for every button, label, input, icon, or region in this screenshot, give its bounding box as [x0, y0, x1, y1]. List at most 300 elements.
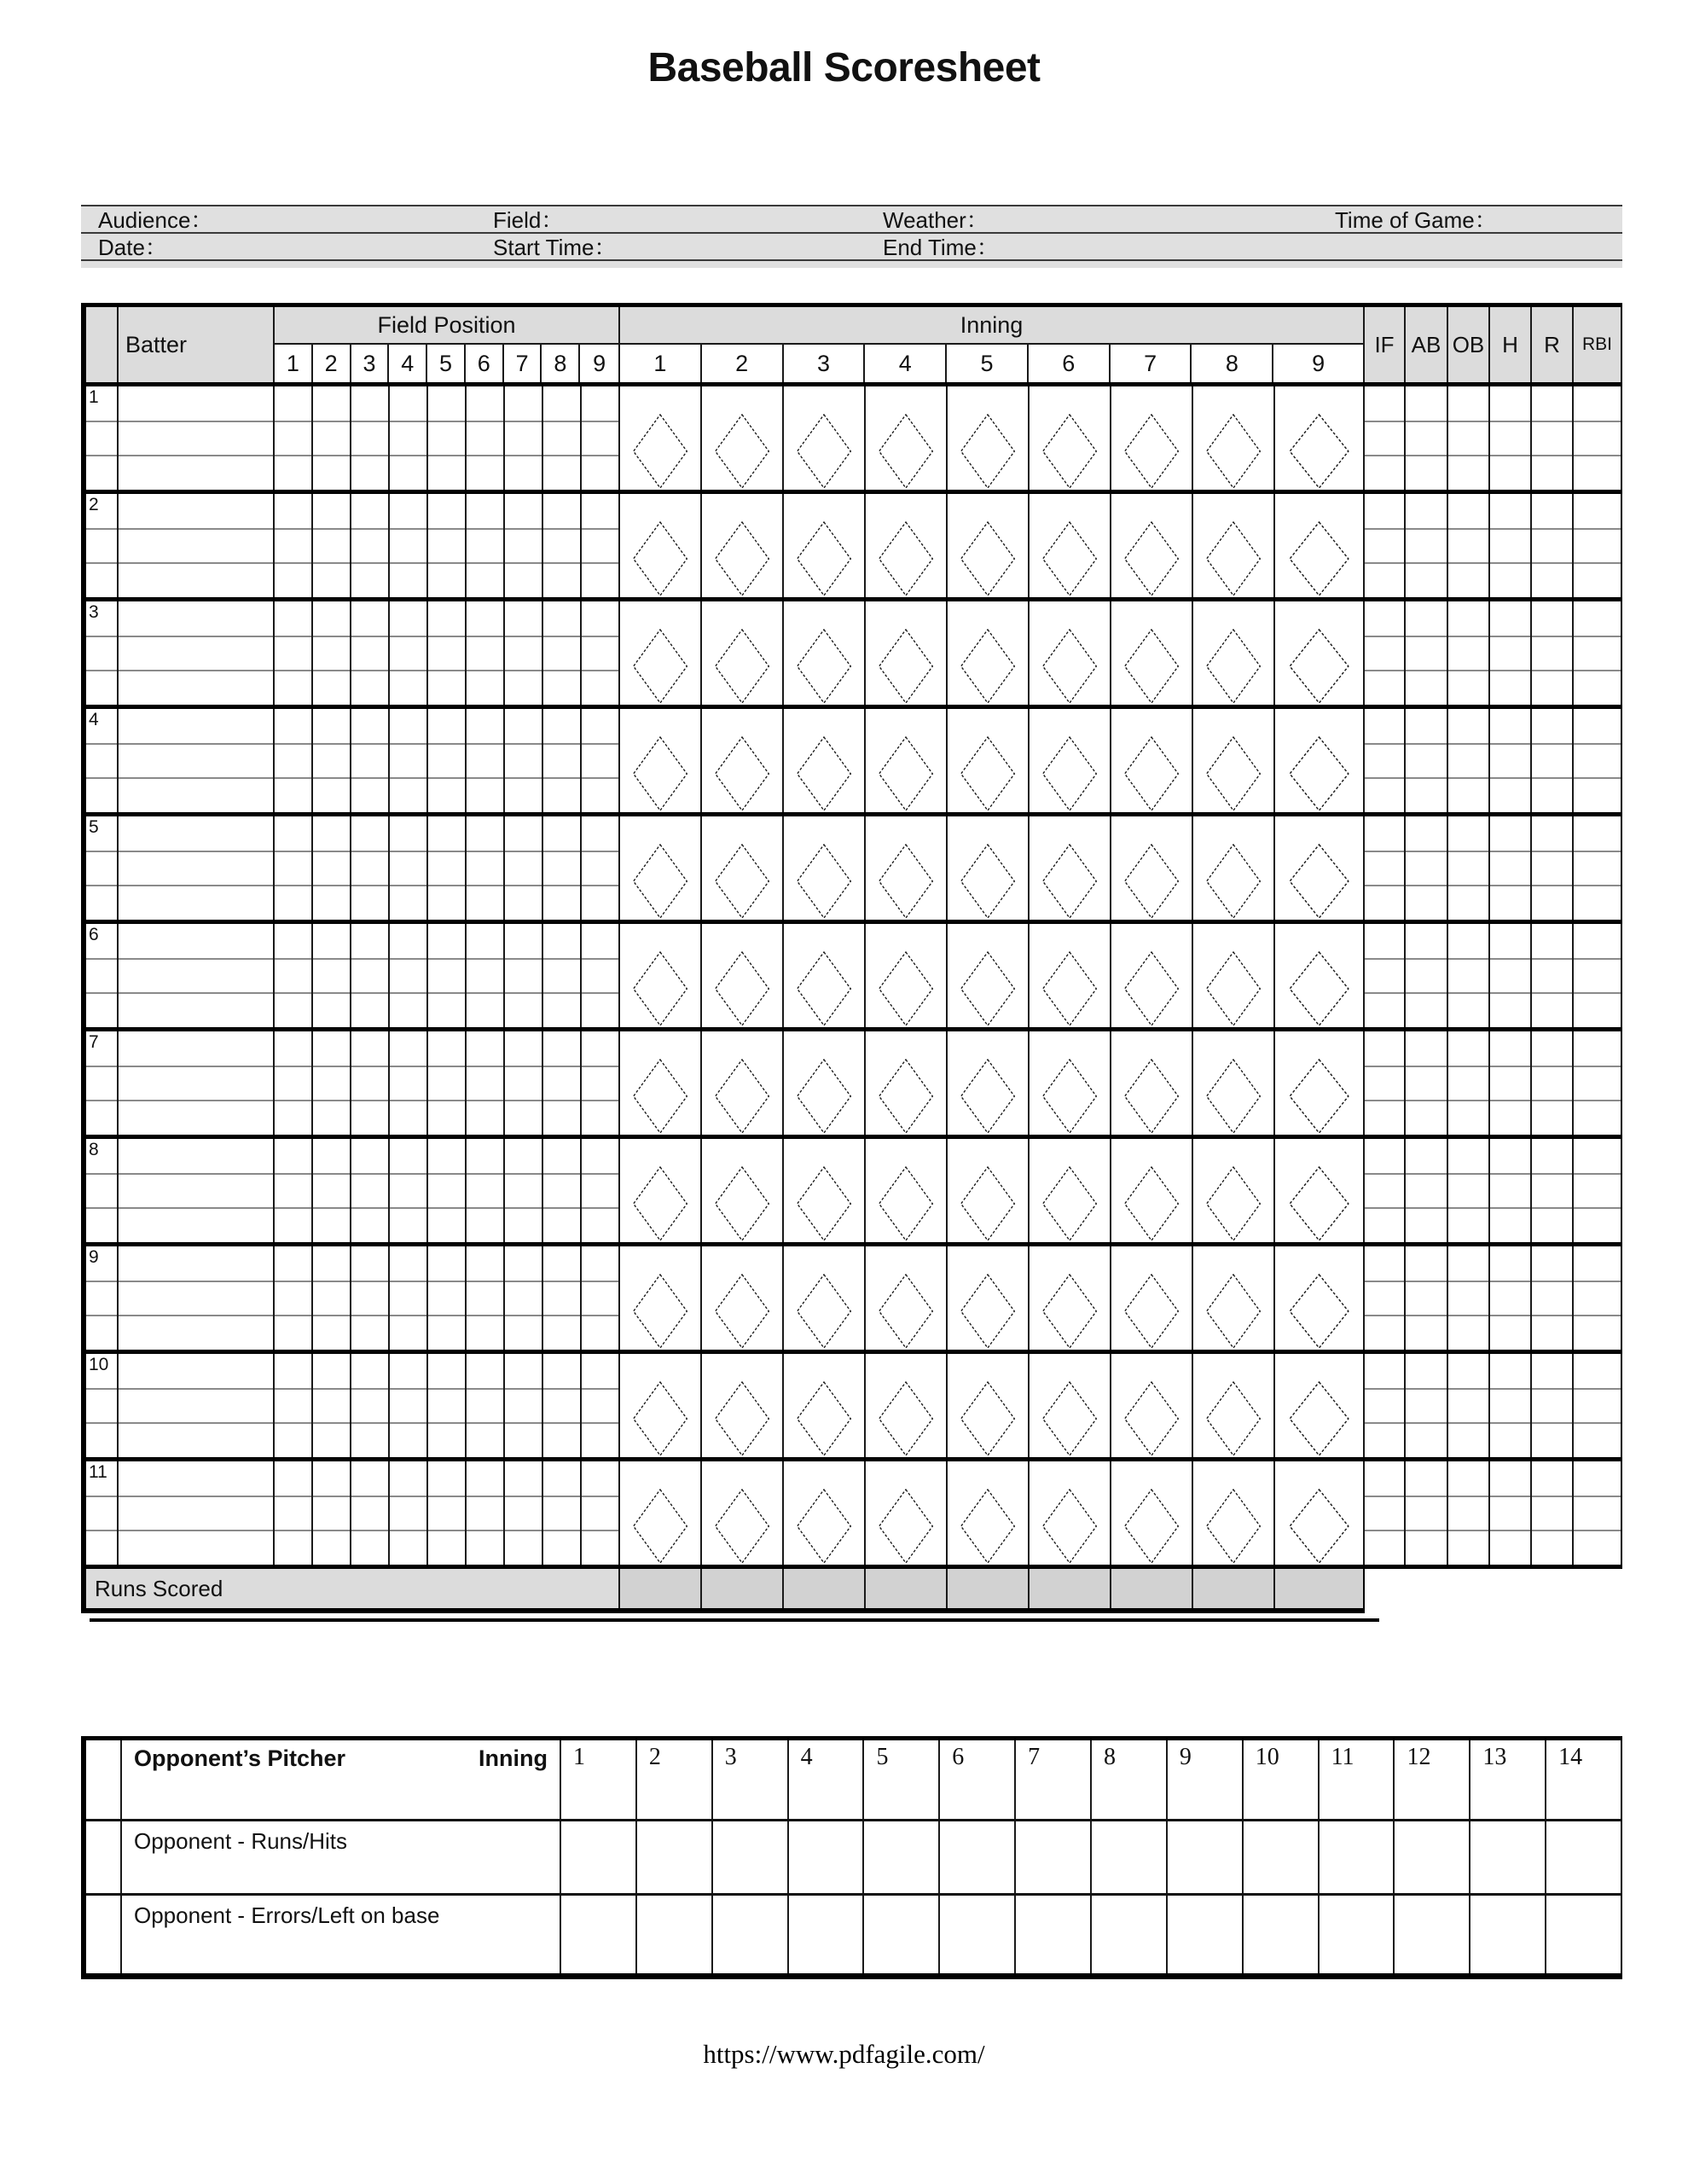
stat-cell-ab[interactable]: [1406, 494, 1448, 597]
field-position-cell[interactable]: [467, 1139, 505, 1242]
field-position-cell[interactable]: [505, 494, 543, 597]
batter-name-cell[interactable]: [119, 709, 275, 812]
inning-cell[interactable]: [948, 386, 1030, 490]
inning-cell[interactable]: [702, 924, 784, 1027]
field-position-cell[interactable]: [313, 601, 351, 705]
inning-cell[interactable]: [1030, 1461, 1111, 1565]
stat-cell-if[interactable]: [1365, 601, 1406, 705]
stat-cell-if[interactable]: [1365, 816, 1406, 920]
field-position-cell[interactable]: [582, 1461, 620, 1565]
field-position-cell[interactable]: [351, 1031, 390, 1135]
inning-cell[interactable]: [702, 816, 784, 920]
field-position-cell[interactable]: [582, 1354, 620, 1457]
inning-cell[interactable]: [784, 709, 866, 812]
stat-cell-r[interactable]: [1532, 1461, 1574, 1565]
field-position-cell[interactable]: [505, 924, 543, 1027]
inning-cell[interactable]: [1193, 1139, 1275, 1242]
inning-cell[interactable]: [620, 816, 702, 920]
field-position-cell[interactable]: [543, 1031, 582, 1135]
field-position-cell[interactable]: [275, 601, 313, 705]
inning-cell[interactable]: [866, 924, 948, 1027]
field-position-cell[interactable]: [582, 1246, 620, 1350]
inning-cell[interactable]: [1193, 494, 1275, 597]
field-position-cell[interactable]: [275, 1246, 313, 1350]
inning-cell[interactable]: [866, 386, 948, 490]
inning-cell[interactable]: [1111, 1031, 1193, 1135]
stat-cell-r[interactable]: [1532, 1246, 1574, 1350]
stat-cell-h[interactable]: [1490, 1246, 1532, 1350]
field-position-cell[interactable]: [428, 924, 467, 1027]
field-position-cell[interactable]: [543, 816, 582, 920]
field-position-cell[interactable]: [351, 924, 390, 1027]
inning-cell[interactable]: [1193, 1461, 1275, 1565]
field-position-cell[interactable]: [351, 709, 390, 812]
inning-cell[interactable]: [1030, 1139, 1111, 1242]
inning-cell[interactable]: [1275, 709, 1365, 812]
field-position-cell[interactable]: [275, 924, 313, 1027]
inning-cell[interactable]: [784, 1246, 866, 1350]
inning-cell[interactable]: [866, 1139, 948, 1242]
inning-cell[interactable]: [1030, 601, 1111, 705]
field-position-cell[interactable]: [467, 1461, 505, 1565]
inning-cell[interactable]: [1111, 1354, 1193, 1457]
stat-cell-ob[interactable]: [1448, 1461, 1490, 1565]
field-position-cell[interactable]: [543, 386, 582, 490]
field-position-cell[interactable]: [543, 924, 582, 1027]
opponent-runs-hits-cell[interactable]: [561, 1821, 637, 1893]
inning-cell[interactable]: [1275, 1461, 1365, 1565]
field-position-cell[interactable]: [428, 1354, 467, 1457]
inning-cell[interactable]: [702, 601, 784, 705]
inning-cell[interactable]: [784, 601, 866, 705]
stat-cell-rbi[interactable]: [1574, 1031, 1622, 1135]
field-position-cell[interactable]: [313, 1461, 351, 1565]
inning-cell[interactable]: [1275, 601, 1365, 705]
field-position-cell[interactable]: [428, 386, 467, 490]
opponent-errors-lob-cell[interactable]: [1016, 1896, 1092, 1973]
inning-cell[interactable]: [948, 494, 1030, 597]
field-position-cell[interactable]: [467, 494, 505, 597]
inning-cell[interactable]: [948, 1354, 1030, 1457]
batter-name-cell[interactable]: [119, 1031, 275, 1135]
opponent-errors-lob-cell[interactable]: [1320, 1896, 1395, 1973]
stat-cell-h[interactable]: [1490, 494, 1532, 597]
stat-cell-rbi[interactable]: [1574, 601, 1622, 705]
field-position-cell[interactable]: [390, 816, 428, 920]
opponent-runs-hits-cell[interactable]: [1546, 1821, 1622, 1893]
inning-cell[interactable]: [702, 386, 784, 490]
field-position-cell[interactable]: [313, 1139, 351, 1242]
field-position-cell[interactable]: [313, 1246, 351, 1350]
inning-cell[interactable]: [948, 1461, 1030, 1565]
opponent-runs-hits-cell[interactable]: [637, 1821, 713, 1893]
stat-cell-ob[interactable]: [1448, 1246, 1490, 1350]
field-position-cell[interactable]: [428, 1461, 467, 1565]
inning-cell[interactable]: [1111, 494, 1193, 597]
stat-cell-ob[interactable]: [1448, 709, 1490, 812]
stat-cell-h[interactable]: [1490, 601, 1532, 705]
inning-cell[interactable]: [1030, 816, 1111, 920]
stat-cell-ab[interactable]: [1406, 1031, 1448, 1135]
inning-cell[interactable]: [1111, 1246, 1193, 1350]
inning-cell[interactable]: [620, 386, 702, 490]
inning-cell[interactable]: [1030, 1354, 1111, 1457]
opponent-errors-lob-cell[interactable]: [637, 1896, 713, 1973]
field-position-cell[interactable]: [543, 1461, 582, 1565]
inning-cell[interactable]: [866, 1246, 948, 1350]
opponent-errors-lob-cell[interactable]: [789, 1896, 865, 1973]
stat-cell-ob[interactable]: [1448, 816, 1490, 920]
opponent-errors-lob-cell[interactable]: [864, 1896, 940, 1973]
stat-cell-r[interactable]: [1532, 494, 1574, 597]
inning-cell[interactable]: [784, 1354, 866, 1457]
inning-cell[interactable]: [1111, 386, 1193, 490]
batter-name-cell[interactable]: [119, 1354, 275, 1457]
inning-cell[interactable]: [866, 816, 948, 920]
field-position-cell[interactable]: [351, 494, 390, 597]
inning-cell[interactable]: [784, 494, 866, 597]
inning-cell[interactable]: [948, 1246, 1030, 1350]
stat-cell-ob[interactable]: [1448, 1031, 1490, 1135]
batter-name-cell[interactable]: [119, 1246, 275, 1350]
opponent-errors-lob-cell[interactable]: [713, 1896, 789, 1973]
inning-cell[interactable]: [1111, 924, 1193, 1027]
field-position-cell[interactable]: [505, 816, 543, 920]
field-position-cell[interactable]: [428, 1031, 467, 1135]
stat-cell-if[interactable]: [1365, 1031, 1406, 1135]
stat-cell-r[interactable]: [1532, 924, 1574, 1027]
stat-cell-if[interactable]: [1365, 386, 1406, 490]
inning-cell[interactable]: [620, 1354, 702, 1457]
stat-cell-r[interactable]: [1532, 709, 1574, 812]
field-position-cell[interactable]: [505, 1246, 543, 1350]
opponent-runs-hits-cell[interactable]: [940, 1821, 1016, 1893]
inning-cell[interactable]: [1111, 1139, 1193, 1242]
field-position-cell[interactable]: [582, 709, 620, 812]
stat-cell-r[interactable]: [1532, 601, 1574, 705]
inning-cell[interactable]: [866, 1354, 948, 1457]
inning-cell[interactable]: [948, 816, 1030, 920]
inning-cell[interactable]: [1193, 1354, 1275, 1457]
stat-cell-ab[interactable]: [1406, 1139, 1448, 1242]
stat-cell-if[interactable]: [1365, 1461, 1406, 1565]
inning-cell[interactable]: [702, 494, 784, 597]
inning-cell[interactable]: [948, 709, 1030, 812]
stat-cell-h[interactable]: [1490, 816, 1532, 920]
field-position-cell[interactable]: [505, 601, 543, 705]
field-position-cell[interactable]: [313, 1354, 351, 1457]
stat-cell-if[interactable]: [1365, 494, 1406, 597]
inning-cell[interactable]: [784, 1031, 866, 1135]
inning-cell[interactable]: [620, 924, 702, 1027]
inning-cell[interactable]: [784, 386, 866, 490]
inning-cell[interactable]: [1275, 816, 1365, 920]
field-position-cell[interactable]: [390, 709, 428, 812]
stat-cell-ob[interactable]: [1448, 386, 1490, 490]
stat-cell-rbi[interactable]: [1574, 924, 1622, 1027]
opponent-errors-lob-cell[interactable]: [1470, 1896, 1546, 1973]
inning-cell[interactable]: [1030, 494, 1111, 597]
stat-cell-ob[interactable]: [1448, 1354, 1490, 1457]
runs-scored-cell[interactable]: [1275, 1569, 1365, 1608]
stat-cell-rbi[interactable]: [1574, 494, 1622, 597]
field-position-cell[interactable]: [467, 1031, 505, 1135]
stat-cell-r[interactable]: [1532, 386, 1574, 490]
stat-cell-ob[interactable]: [1448, 494, 1490, 597]
inning-cell[interactable]: [620, 1246, 702, 1350]
footer-url[interactable]: https://www.pdfagile.com/: [703, 2039, 985, 2069]
opponent-runs-hits-cell[interactable]: [713, 1821, 789, 1893]
inning-cell[interactable]: [620, 601, 702, 705]
inning-cell[interactable]: [620, 1461, 702, 1565]
opponent-runs-hits-cell[interactable]: [1244, 1821, 1320, 1893]
stat-cell-h[interactable]: [1490, 709, 1532, 812]
stat-cell-if[interactable]: [1365, 1354, 1406, 1457]
opponent-runs-hits-cell[interactable]: [1320, 1821, 1395, 1893]
field-position-cell[interactable]: [313, 386, 351, 490]
batter-name-cell[interactable]: [119, 1461, 275, 1565]
stat-cell-if[interactable]: [1365, 1139, 1406, 1242]
field-position-cell[interactable]: [582, 1139, 620, 1242]
stat-cell-ab[interactable]: [1406, 924, 1448, 1027]
field-position-cell[interactable]: [313, 816, 351, 920]
field-position-cell[interactable]: [390, 1139, 428, 1242]
field-position-cell[interactable]: [543, 709, 582, 812]
stat-cell-r[interactable]: [1532, 1354, 1574, 1457]
runs-scored-cell[interactable]: [948, 1569, 1030, 1608]
inning-cell[interactable]: [1275, 494, 1365, 597]
field-position-cell[interactable]: [275, 816, 313, 920]
field-position-cell[interactable]: [390, 494, 428, 597]
inning-cell[interactable]: [1030, 709, 1111, 812]
runs-scored-cell[interactable]: [620, 1569, 702, 1608]
inning-cell[interactable]: [702, 1354, 784, 1457]
field-position-cell[interactable]: [313, 494, 351, 597]
inning-cell[interactable]: [1193, 386, 1275, 490]
inning-cell[interactable]: [948, 601, 1030, 705]
field-position-cell[interactable]: [467, 816, 505, 920]
field-position-cell[interactable]: [390, 1246, 428, 1350]
field-position-cell[interactable]: [428, 709, 467, 812]
field-position-cell[interactable]: [275, 386, 313, 490]
opponent-runs-hits-cell[interactable]: [1092, 1821, 1168, 1893]
field-position-cell[interactable]: [582, 924, 620, 1027]
inning-cell[interactable]: [784, 1461, 866, 1565]
stat-cell-ob[interactable]: [1448, 924, 1490, 1027]
stat-cell-ob[interactable]: [1448, 601, 1490, 705]
stat-cell-if[interactable]: [1365, 924, 1406, 1027]
runs-scored-cell[interactable]: [784, 1569, 866, 1608]
field-position-cell[interactable]: [390, 924, 428, 1027]
batter-name-cell[interactable]: [119, 601, 275, 705]
stat-cell-ab[interactable]: [1406, 816, 1448, 920]
opponent-runs-hits-cell[interactable]: [1470, 1821, 1546, 1893]
field-position-cell[interactable]: [467, 386, 505, 490]
field-position-cell[interactable]: [543, 601, 582, 705]
field-position-cell[interactable]: [428, 1139, 467, 1242]
stat-cell-ab[interactable]: [1406, 1354, 1448, 1457]
field-position-cell[interactable]: [428, 816, 467, 920]
opponent-errors-lob-cell[interactable]: [561, 1896, 637, 1973]
field-position-cell[interactable]: [428, 601, 467, 705]
inning-cell[interactable]: [1275, 1139, 1365, 1242]
inning-cell[interactable]: [866, 494, 948, 597]
inning-cell[interactable]: [702, 1139, 784, 1242]
field-position-cell[interactable]: [505, 1354, 543, 1457]
field-position-cell[interactable]: [467, 1354, 505, 1457]
inning-cell[interactable]: [1030, 386, 1111, 490]
runs-scored-cell[interactable]: [1193, 1569, 1275, 1608]
inning-cell[interactable]: [1193, 924, 1275, 1027]
field-position-cell[interactable]: [313, 709, 351, 812]
batter-name-cell[interactable]: [119, 386, 275, 490]
field-position-cell[interactable]: [582, 1031, 620, 1135]
field-position-cell[interactable]: [543, 494, 582, 597]
batter-name-cell[interactable]: [119, 494, 275, 597]
field-position-cell[interactable]: [582, 386, 620, 490]
field-position-cell[interactable]: [275, 494, 313, 597]
stat-cell-rbi[interactable]: [1574, 386, 1622, 490]
stat-cell-h[interactable]: [1490, 1031, 1532, 1135]
inning-cell[interactable]: [620, 709, 702, 812]
field-position-cell[interactable]: [275, 1031, 313, 1135]
opponent-errors-lob-cell[interactable]: [1395, 1896, 1470, 1973]
stat-cell-ab[interactable]: [1406, 386, 1448, 490]
inning-cell[interactable]: [1193, 601, 1275, 705]
stat-cell-rbi[interactable]: [1574, 1246, 1622, 1350]
field-position-cell[interactable]: [582, 601, 620, 705]
runs-scored-cell[interactable]: [866, 1569, 948, 1608]
stat-cell-h[interactable]: [1490, 1354, 1532, 1457]
field-position-cell[interactable]: [467, 924, 505, 1027]
inning-cell[interactable]: [702, 1461, 784, 1565]
field-position-cell[interactable]: [275, 1139, 313, 1242]
inning-cell[interactable]: [866, 1031, 948, 1135]
runs-scored-cell[interactable]: [702, 1569, 784, 1608]
field-position-cell[interactable]: [390, 601, 428, 705]
stat-cell-h[interactable]: [1490, 1139, 1532, 1242]
inning-cell[interactable]: [1275, 1246, 1365, 1350]
inning-cell[interactable]: [1193, 1246, 1275, 1350]
field-position-cell[interactable]: [505, 1031, 543, 1135]
inning-cell[interactable]: [948, 1139, 1030, 1242]
stat-cell-rbi[interactable]: [1574, 1461, 1622, 1565]
inning-cell[interactable]: [784, 924, 866, 1027]
inning-cell[interactable]: [866, 1461, 948, 1565]
stat-cell-ob[interactable]: [1448, 1139, 1490, 1242]
opponent-errors-lob-cell[interactable]: [1168, 1896, 1244, 1973]
inning-cell[interactable]: [866, 601, 948, 705]
opponent-runs-hits-cell[interactable]: [1016, 1821, 1092, 1893]
field-position-cell[interactable]: [505, 1139, 543, 1242]
stat-cell-rbi[interactable]: [1574, 816, 1622, 920]
inning-cell[interactable]: [784, 1139, 866, 1242]
field-position-cell[interactable]: [390, 386, 428, 490]
stat-cell-r[interactable]: [1532, 1139, 1574, 1242]
opponent-errors-lob-cell[interactable]: [940, 1896, 1016, 1973]
field-position-cell[interactable]: [428, 1246, 467, 1350]
field-position-cell[interactable]: [505, 1461, 543, 1565]
inning-cell[interactable]: [1193, 1031, 1275, 1135]
opponent-runs-hits-cell[interactable]: [1168, 1821, 1244, 1893]
field-position-cell[interactable]: [351, 601, 390, 705]
runs-scored-cell[interactable]: [1111, 1569, 1193, 1608]
inning-cell[interactable]: [620, 1031, 702, 1135]
inning-cell[interactable]: [784, 816, 866, 920]
field-position-cell[interactable]: [390, 1031, 428, 1135]
field-position-cell[interactable]: [351, 1246, 390, 1350]
batter-name-cell[interactable]: [119, 924, 275, 1027]
field-position-cell[interactable]: [467, 709, 505, 812]
inning-cell[interactable]: [1275, 1031, 1365, 1135]
batter-name-cell[interactable]: [119, 1139, 275, 1242]
opponent-errors-lob-cell[interactable]: [1092, 1896, 1168, 1973]
field-position-cell[interactable]: [351, 386, 390, 490]
stat-cell-rbi[interactable]: [1574, 709, 1622, 812]
inning-cell[interactable]: [1275, 386, 1365, 490]
stat-cell-ab[interactable]: [1406, 709, 1448, 812]
opponent-errors-lob-cell[interactable]: [1244, 1896, 1320, 1973]
inning-cell[interactable]: [1193, 709, 1275, 812]
inning-cell[interactable]: [1275, 924, 1365, 1027]
stat-cell-h[interactable]: [1490, 924, 1532, 1027]
field-position-cell[interactable]: [390, 1354, 428, 1457]
field-position-cell[interactable]: [543, 1354, 582, 1457]
opponent-runs-hits-cell[interactable]: [864, 1821, 940, 1893]
inning-cell[interactable]: [866, 709, 948, 812]
inning-cell[interactable]: [1030, 1031, 1111, 1135]
inning-cell[interactable]: [1111, 601, 1193, 705]
field-position-cell[interactable]: [582, 816, 620, 920]
stat-cell-r[interactable]: [1532, 1031, 1574, 1135]
inning-cell[interactable]: [1275, 1354, 1365, 1457]
stat-cell-h[interactable]: [1490, 1461, 1532, 1565]
inning-cell[interactable]: [702, 709, 784, 812]
inning-cell[interactable]: [1111, 709, 1193, 812]
stat-cell-ab[interactable]: [1406, 1461, 1448, 1565]
inning-cell[interactable]: [948, 1031, 1030, 1135]
field-position-cell[interactable]: [543, 1246, 582, 1350]
field-position-cell[interactable]: [505, 709, 543, 812]
inning-cell[interactable]: [1193, 816, 1275, 920]
opponent-errors-lob-cell[interactable]: [1546, 1896, 1622, 1973]
inning-cell[interactable]: [702, 1031, 784, 1135]
stat-cell-r[interactable]: [1532, 816, 1574, 920]
stat-cell-if[interactable]: [1365, 1246, 1406, 1350]
stat-cell-ab[interactable]: [1406, 601, 1448, 705]
field-position-cell[interactable]: [467, 1246, 505, 1350]
field-position-cell[interactable]: [390, 1461, 428, 1565]
inning-cell[interactable]: [1030, 1246, 1111, 1350]
inning-cell[interactable]: [948, 924, 1030, 1027]
field-position-cell[interactable]: [351, 1354, 390, 1457]
field-position-cell[interactable]: [351, 1461, 390, 1565]
stat-cell-ab[interactable]: [1406, 1246, 1448, 1350]
field-position-cell[interactable]: [275, 709, 313, 812]
field-position-cell[interactable]: [582, 494, 620, 597]
stat-cell-if[interactable]: [1365, 709, 1406, 812]
field-position-cell[interactable]: [275, 1354, 313, 1457]
field-position-cell[interactable]: [351, 816, 390, 920]
inning-cell[interactable]: [1030, 924, 1111, 1027]
field-position-cell[interactable]: [351, 1139, 390, 1242]
opponent-runs-hits-cell[interactable]: [789, 1821, 865, 1893]
stat-cell-h[interactable]: [1490, 386, 1532, 490]
inning-cell[interactable]: [620, 494, 702, 597]
inning-cell[interactable]: [1111, 816, 1193, 920]
field-position-cell[interactable]: [428, 494, 467, 597]
inning-cell[interactable]: [620, 1139, 702, 1242]
